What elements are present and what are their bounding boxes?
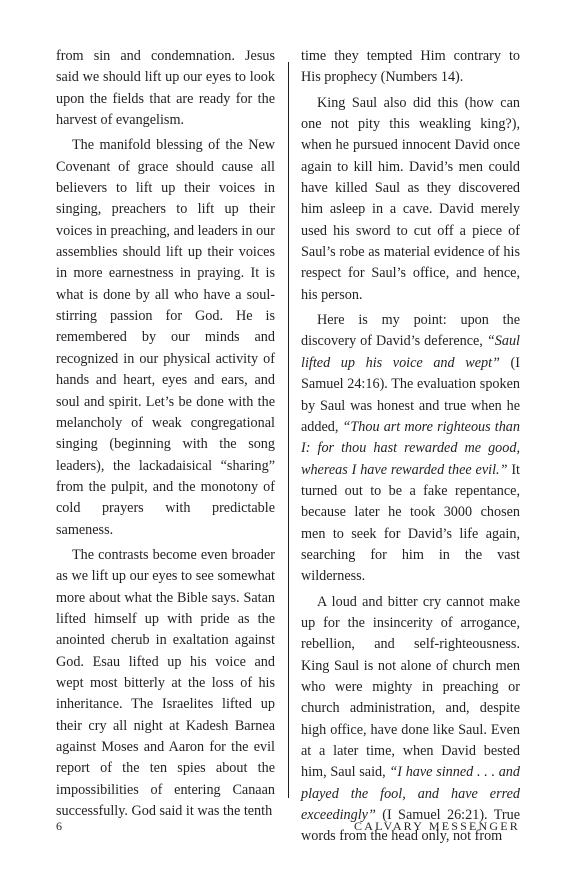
scripture-quote: “Saul lifted up his voice and wept” [301, 333, 520, 371]
paragraph-text: A loud and bitter cry cannot make up for the insincerity of arrogance, rebellion, and self-righteousness. King Saul is not alone of church men who were mighty in preaching or church administration, and, despite high office, have done like Saul. Even at a later time, when David bested him, Saul said, [301, 593, 520, 781]
scripture-quote: “Thou art more righteous than I: for thou hast rewarded me good, whereas I have rewarded thee evil.” [301, 418, 520, 478]
paragraph [301, 310, 520, 587]
running-title: CALVARY MESSENGER [354, 819, 520, 833]
column-divider [288, 62, 289, 798]
paragraph: King Saul also did this (how can one not pity this weakling king?), when he pursued innocent David once again to kill him. David’s men could have killed Saul as they discovered him asleep in a cave. David merely used his sword to cut off a piece of Saul’s robe as material evidence of his respect for Saul’s office, and hence, his person. [301, 94, 520, 303]
paragraph [301, 592, 520, 848]
scripture-quote: “I have sinned . . . and played the fool, and have erred exceedingly” [301, 764, 520, 824]
right-column [301, 46, 520, 848]
paragraph-text: Here is my point: upon the discovery of David’s deference, [301, 312, 520, 350]
left-column [56, 46, 275, 822]
paragraph-text: (I Samuel 26:21). True words from the head only, not from [301, 807, 520, 845]
paragraph: time they tempted Him contrary to His prophecy (Numbers 14). [301, 48, 520, 86]
paragraph-text: (I Samuel 24:16). The evaluation spoken by Saul was honest and true when he added, [301, 354, 520, 435]
paragraph: from sin and condemnation. Jesus said we should lift up our eyes to look upon the fields that are ready for the harvest of evangelism. [56, 48, 275, 129]
paragraph: The contrasts become even broader as we lift up our eyes to see somewhat more about what the Bible says. Satan lifted himself up with pride as the anointed cherub in exaltation against God. Esau lifted up his voice and wept most bitterly at the loss of his inheritance. The Israelites lifted up their cry all night at Kadesh Barnea against Moses and Aaron for the evil report of the ten spies about the impossibilities of entering Canaan successfully. God said it was the tenth [56, 546, 275, 820]
paragraph: The manifold blessing of the New Covenant of grace should cause all believers to lift up their voices in singing, preachers to lift up their voices in preaching, and leaders in our assemblies should lift up their voices in more earnestness in praying. It is what is done by all who have a soul-stirring passion for God. He is remembered by our minds and recognized in our physical activity of hands and heart, eyes and ears, and soul and spirit. Let’s be done with the melancholy of weak congregational singing (beginning with the song leaders), the lackadaisical “sharing” from the pulpit, and the monotony of cold prayers with predictable sameness. [56, 137, 275, 538]
paragraph-text: It turned out to be a fake repentance, because later he took 3000 chosen men to seek for David’s life again, searching for him in the vast wilderness. [301, 461, 520, 585]
page-number: 6 [56, 819, 62, 833]
